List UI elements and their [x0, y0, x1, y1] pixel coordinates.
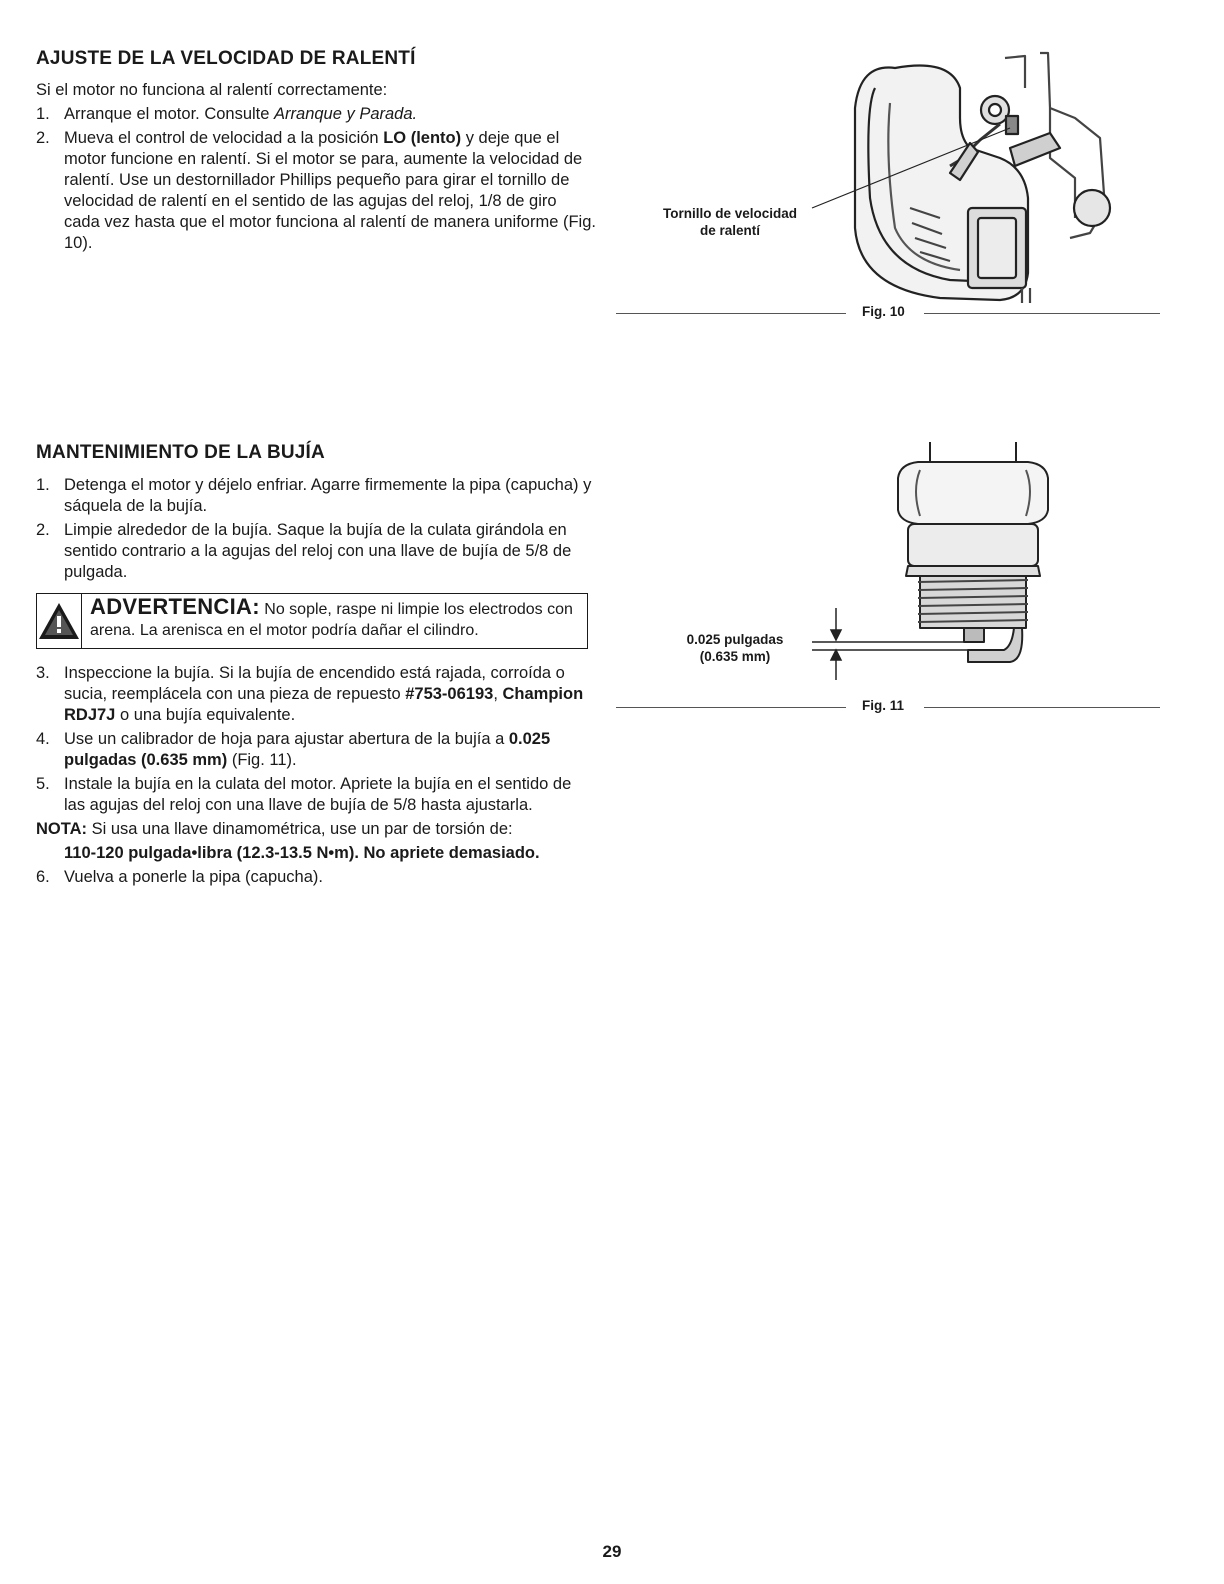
list-item: 6. Vuelva a ponerle la pipa (capucha). [36, 868, 323, 886]
fig11-caption: Fig. 11 [862, 698, 905, 713]
section2-steps-top [36, 475, 596, 586]
fig11-rule-right [924, 707, 1160, 708]
section1-steps [36, 104, 596, 254]
section1-body [36, 80, 596, 257]
warning-box [36, 593, 588, 649]
torque-value: 110-120 pulgada•libra (12.3-13.5 N•m). No apriete demasiado. [64, 844, 540, 862]
carburetor-illustration [800, 48, 1130, 303]
fig11-rule-left [616, 707, 846, 708]
page-number: 29 [602, 1542, 622, 1561]
warning-icon [37, 601, 81, 641]
section-heading-idle-speed: AJUSTE DE LA VELOCIDAD DE RALENTÍ [36, 48, 416, 69]
fig11-label: 0.025 pulgadas (0.635 mm) [686, 632, 784, 664]
spark-plug-illustration [800, 440, 1070, 680]
fig10-caption: Fig. 10 [862, 304, 905, 319]
section2-steps-bottom [36, 663, 596, 891]
list-item: 1. Arranque el motor. Consulte Arranque y Parada. [36, 105, 418, 123]
list-item: 2. Mueva el control de velocidad a la posición LO (lento) y deje que el motor funcione en ralentí. Si el motor se para, aumente la velocidad de ralentí. Use un destornillador Phillips pequeño para girar el tornillo de velocidad de ralentí en el sentido de las agujas del reloj, 1/8 de giro cada vez hasta que el motor funciona al ralentí de manera uniforme (Fig. 10). [36, 129, 596, 252]
fig10-label: Tornillo de velocidad de ralentí [662, 206, 798, 238]
section1-intro: Si el motor no funciona al ralentí correctamente: [36, 81, 388, 99]
torque-note: NOTA: Si usa una llave dinamométrica, use un par de torsión de: [36, 820, 513, 838]
warning-text: ADVERTENCIA: No sople, raspe ni limpie los electrodos con arena. La arenisca en el motor podría dañar el cilindro. [90, 594, 573, 639]
list-item: 3. Inspeccione la bujía. Si la bujía de encendido está rajada, corroída o sucia, reemplácela con una pieza de repuesto #753-06193, Champion RDJ7J o una bujía equivalente. [36, 664, 584, 724]
fig10-rule-right [924, 313, 1160, 314]
list-item: 1. Detenga el motor y déjelo enfriar. Agarre firmemente la pipa (capucha) y sáquela de la bujía. [36, 476, 592, 515]
warning-icon-box [37, 594, 82, 648]
section-heading-spark-plug: MANTENIMIENTO DE LA BUJÍA [36, 442, 325, 463]
list-item: 4. Use un calibrador de hoja para ajustar abertura de la bujía a 0.025 pulgadas (0.635 mm) (Fig. 11). [36, 730, 551, 769]
list-item: 2. Limpie alrededor de la bujía. Saque la bujía de la culata girándola en sentido contrario a la agujas del reloj con una llave de bujía de 5/8 de pulgada. [36, 521, 572, 581]
list-item: 5. Instale la bujía en la culata del motor. Apriete la bujía en el sentido de las agujas del reloj con una llave de bujía de 5/8 hasta ajustarla. [36, 775, 572, 814]
fig10-rule-left [616, 313, 846, 314]
